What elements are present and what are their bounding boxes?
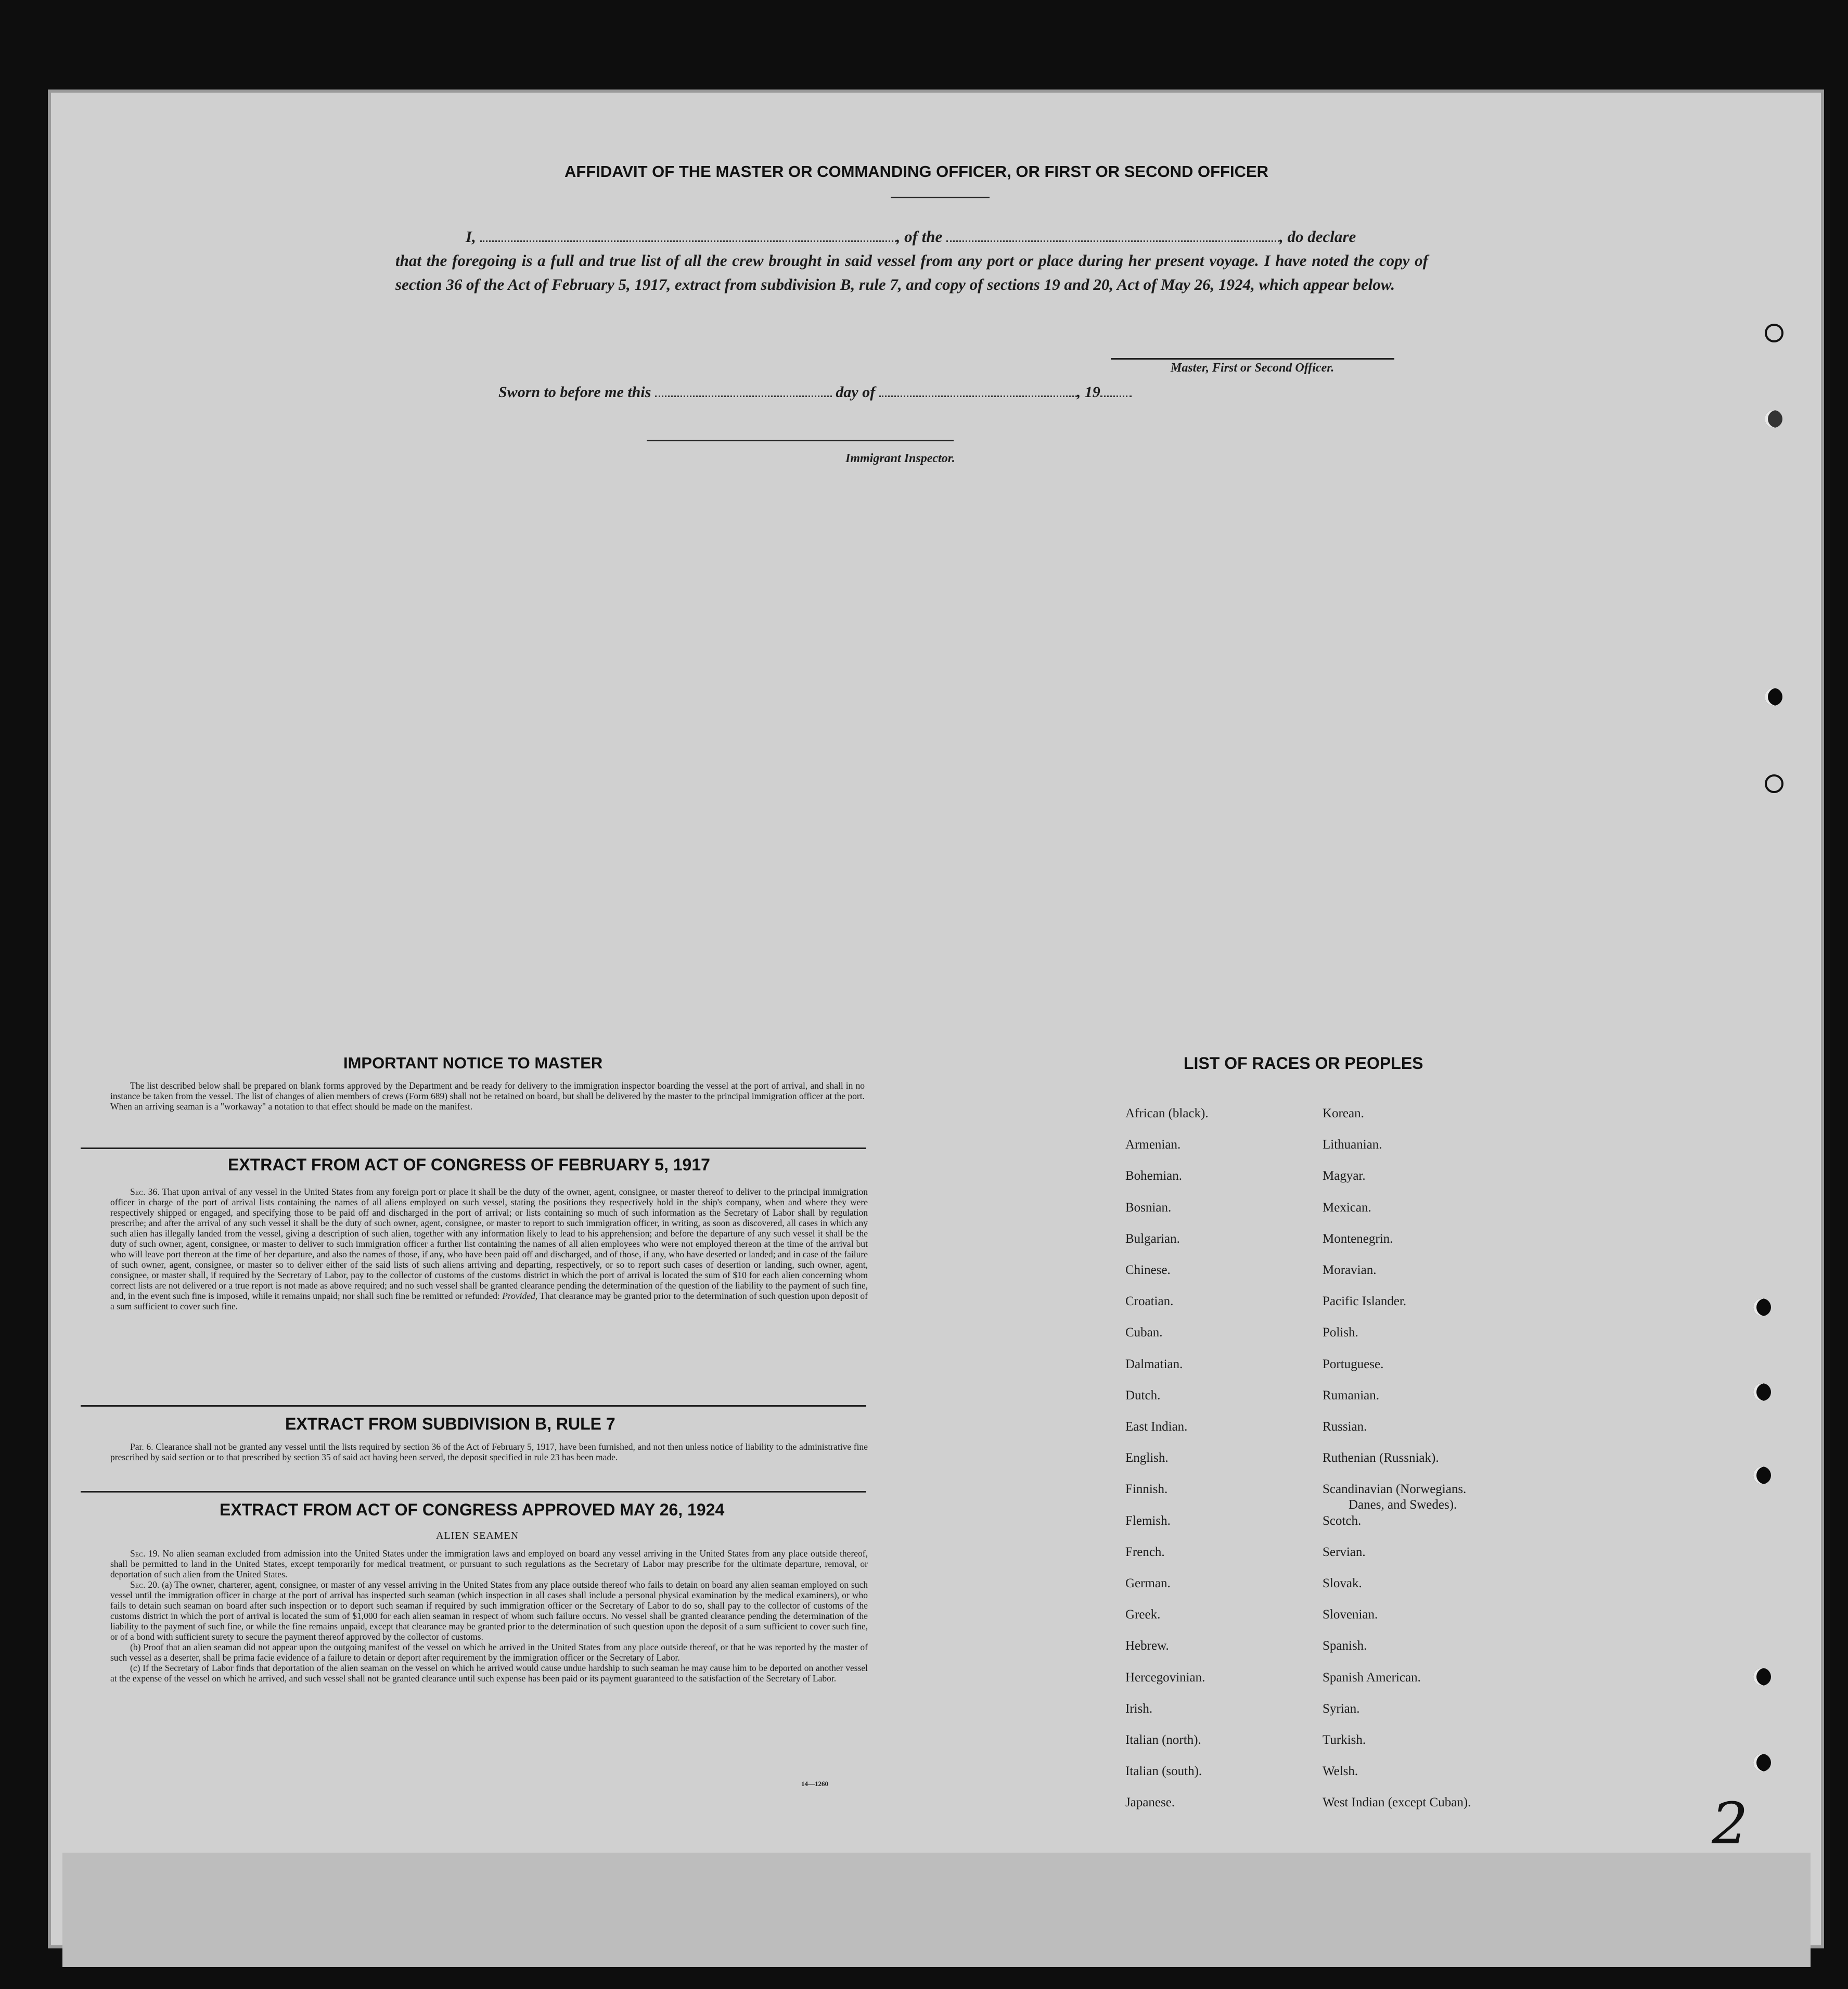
name-blank[interactable] bbox=[480, 229, 896, 242]
race-item: Moravian. bbox=[1323, 1263, 1377, 1278]
binder-hole bbox=[1765, 410, 1782, 428]
races-right-column bbox=[1323, 1098, 1471, 1819]
race-item: Hercegovinian. bbox=[1125, 1670, 1205, 1685]
race-item: Armenian. bbox=[1125, 1138, 1181, 1152]
races-title: LIST OF RACES OR PEOPLES bbox=[1184, 1054, 1423, 1073]
race-item: Hebrew. bbox=[1125, 1639, 1169, 1653]
notice-title: IMPORTANT NOTICE TO MASTER bbox=[343, 1054, 603, 1072]
race-item: Turkish. bbox=[1323, 1733, 1366, 1748]
race-item: Italian (north). bbox=[1125, 1733, 1201, 1748]
race-item: Slovenian. bbox=[1323, 1608, 1378, 1622]
race-item: Bulgarian. bbox=[1125, 1231, 1180, 1246]
race-item: Japanese. bbox=[1125, 1795, 1175, 1810]
race-item: West Indian (except Cuban). bbox=[1323, 1795, 1471, 1810]
race-item: Scotch. bbox=[1323, 1513, 1362, 1528]
master-signature-line[interactable] bbox=[1111, 358, 1394, 360]
rule-7-title: EXTRACT FROM SUBDIVISION B, RULE 7 bbox=[285, 1414, 615, 1433]
affidavit-title: AFFIDAVIT OF THE MASTER OR COMMANDING OFFICER, OR FIRST OR SECOND OFFICER bbox=[564, 162, 1269, 181]
race-item: Finnish. bbox=[1125, 1482, 1168, 1497]
race-item: African (black). bbox=[1125, 1106, 1209, 1120]
race-item: Syrian. bbox=[1323, 1701, 1360, 1716]
race-item: Portuguese. bbox=[1323, 1357, 1384, 1371]
race-item: Ruthenian (Russniak). bbox=[1323, 1451, 1439, 1465]
affidavit-declaration-line: I, , of the , do declare bbox=[466, 227, 1356, 246]
binder-hole bbox=[1753, 1668, 1771, 1686]
race-item: Spanish. bbox=[1323, 1639, 1367, 1653]
binder-hole bbox=[1753, 1383, 1771, 1401]
affidavit-title-rule bbox=[891, 197, 990, 198]
race-item: English. bbox=[1125, 1451, 1169, 1465]
inspector-signature-label: Immigrant Inspector. bbox=[845, 452, 955, 465]
handwritten-page-number: 2 bbox=[1712, 1790, 1748, 1857]
race-item: Mexican. bbox=[1323, 1200, 1371, 1215]
race-item: Welsh. bbox=[1323, 1764, 1358, 1779]
form-number: 14—1260 bbox=[801, 1780, 828, 1788]
sworn-day-blank[interactable] bbox=[655, 384, 832, 397]
race-item: Dutch. bbox=[1125, 1388, 1161, 1402]
binder-hole bbox=[1765, 688, 1782, 706]
divider-1 bbox=[81, 1148, 866, 1149]
race-item: French. bbox=[1125, 1545, 1165, 1559]
binder-hole bbox=[1753, 1467, 1771, 1484]
master-signature-label: Master, First or Second Officer. bbox=[1171, 361, 1334, 375]
act-1917-text: Sec. 36. That upon arrival of any vessel in the United States from any foreign port or place it shall be the duty of the owner, agent, consignee, or master thereof to deliver to the principal immigration officer in charge of the port of arrival lists containing the names of all aliens employed on such vessel, stating the positions they respectively hold in the ship's company, when and where they were respectively shipped or engaged, and specifying those to be paid off and discharged in the port of arrival; or lists containing so much of such information as the Secretary of Labor shall by regulation prescribe; and after the arrival of any such vessel it shall be the duty of such owner, agent, consignee, or master to report to such immigration officer, in writing, as soon as discovered, all cases in which any such alien has illegally landed from the vessel, giving a description of such alien, together with any information likely to lead to his apprehension; and before the departure of any such vessel it shall be the duty of such owner, agent, consignee, or master to deliver to such immigration officer a further list containing the names of all alien employees who were not employed thereon at the time of the arrival but who will leave port thereon at the time of her departure, and also the names of those, if any, who have been paid off and discharged, and of those, if any, who have deserted or landed; and in case of the failure of such owner, agent, consignee, or master so to deliver either of the said lists of such aliens arriving and departing, respectively, or so to report such cases of desertion or landing, such owner, agent, consignee, or master shall, if required by the Secretary of Labor, pay to the collector of customs of the customs district in which the port of arrival is located the sum of $10 for each alien concerning whom correct lists are not delivered or a true report is not made as above required; and no such vessel shall be granted clearance pending the determination of the question of the liability to the payment of such fine, and, in the event such fine is imposed, while it remains unpaid; nor shall such fine be remitted or refunded: Provided, That clearance may be granted prior to the determination of such question upon deposit of a sum sufficient to cover such fine. bbox=[110, 1187, 868, 1311]
binder-hole bbox=[1753, 1754, 1771, 1771]
act-1924-subtitle: ALIEN SEAMEN bbox=[436, 1530, 519, 1541]
sworn-year-blank[interactable] bbox=[1100, 384, 1132, 397]
race-item: Russian. bbox=[1323, 1420, 1367, 1434]
act-1924-title: EXTRACT FROM ACT OF CONGRESS APPROVED MAY 26, 1924 bbox=[220, 1500, 725, 1519]
races-left-column bbox=[1125, 1098, 1209, 1819]
race-item: Greek. bbox=[1125, 1608, 1161, 1622]
rule-7-text: Par. 6. Clearance shall not be granted any vessel until the lists required by section 36 of the Act of February 5, 1917, have been furnished, and not then unless notice of liability to the administrative fine prescribed by said section or to that prescribed by section 35 of said act having been served, the deposit specified in rule 23 has been made. bbox=[110, 1442, 868, 1462]
race-item: Magyar. bbox=[1323, 1169, 1366, 1183]
race-item: German. bbox=[1125, 1576, 1171, 1591]
race-item: Bohemian. bbox=[1125, 1169, 1183, 1183]
race-item-continuation: Danes, and Swedes). bbox=[1349, 1498, 1457, 1512]
binder-hole bbox=[1765, 774, 1783, 793]
race-item: Cuban. bbox=[1125, 1325, 1163, 1340]
act-1917-title: EXTRACT FROM ACT OF CONGRESS OF FEBRUARY 5, 1917 bbox=[228, 1155, 710, 1174]
race-item: Polish. bbox=[1323, 1325, 1358, 1340]
race-item: Italian (south). bbox=[1125, 1764, 1202, 1779]
race-item: Chinese. bbox=[1125, 1263, 1171, 1278]
sworn-month-blank[interactable] bbox=[879, 384, 1077, 397]
divider-3 bbox=[81, 1491, 866, 1493]
race-item: Lithuanian. bbox=[1323, 1138, 1382, 1152]
act-1924-text: Sec. 19. No alien seaman excluded from admission into the United States under the immigration laws and employed on board any vessel arriving in the United States from any place outside thereof, shall be permitted to land in the United States, except temporarily for medical treatment, or pursuant to such regulations as the Secretary of Labor may prescribe for the ultimate departure, removal, or deportation of such alien from the United States. Sec. 20. (a) The owner, charterer, agent, consignee, or master of any vessel arriving in the United States from any place outside thereof who fails to detain on board any alien seaman employed on such vessel until the immigration officer in charge at the port of arrival has inspected such seaman (which inspection in all cases shall include a personal physical examination by the medical examiners), or who fails to detain such seaman on board after such inspection or to deport such seaman if required by such immigration officer or the Secretary of Labor to do so, shall pay to the collector of customs of the customs district in which the port of arrival is located the sum of $1,000 for each alien seaman in respect of whom such failure occurs. No vessel shall be granted clearance pending the determination of the liability to the payment of such fine, or while the fine remains unpaid, except that clearance may be granted prior to the determination of such question upon the deposit of a sum sufficient to cover such fine, or of a bond with sufficient surety to secure the payment thereof approved by the collector of customs. (b) Proof that an alien seaman did not appear upon the outgoing manifest of the vessel on which he arrived in the United States from any place outside thereof, or that he was reported by the master of such vessel as a deserter, shall be prima facie evidence of a failure to detain or deport after requirement by the immigration officer or the Secretary of Labor. (c) If the Secretary of Labor finds that deportation of the alien seaman on the vessel on which he arrived would cause undue hardship to such seaman he may cause him to be deported on another vessel at the expense of the vessel on which he arrived, and such vessel shall not be granted clearance until such expense has been paid or its payment guaranteed to the satisfaction of the Secretary of Labor. bbox=[110, 1548, 868, 1684]
divider-2 bbox=[81, 1405, 866, 1407]
race-item: Slovak. bbox=[1323, 1576, 1362, 1591]
affidavit-body bbox=[395, 225, 1436, 297]
binder-hole bbox=[1753, 1298, 1771, 1316]
race-item: Servian. bbox=[1323, 1545, 1366, 1559]
race-item: Scandinavian (Norwegians. Danes, and Swedes). bbox=[1323, 1474, 1471, 1505]
race-item: Rumanian. bbox=[1323, 1388, 1380, 1402]
notice-text: The list described below shall be prepared on blank forms approved by the Department and be ready for delivery to the immigration inspector boarding the vessel at the port of arrival, and shall in no instance be taken from the vessel. The list of changes of alien members of crews (Form 689) shall not be retained on board, but shall be delivered by the master to the principal immigration officer at the port. When an arriving seaman is a "workaway" a notation to that effect should be made on the manifest. bbox=[110, 1080, 865, 1112]
inspector-signature-line[interactable] bbox=[647, 440, 954, 441]
race-item: Dalmatian. bbox=[1125, 1357, 1183, 1371]
race-item: Bosnian. bbox=[1125, 1200, 1172, 1215]
binder-hole bbox=[1765, 324, 1783, 342]
sworn-line: Sworn to before me this day of , 19 bbox=[498, 384, 1132, 401]
race-item: Korean. bbox=[1323, 1106, 1364, 1120]
underlying-sheet bbox=[62, 1853, 1811, 1967]
race-item: East Indian. bbox=[1125, 1420, 1188, 1434]
vessel-blank[interactable] bbox=[946, 229, 1279, 242]
race-item: Spanish American. bbox=[1323, 1670, 1421, 1685]
race-item: Flemish. bbox=[1125, 1513, 1171, 1528]
race-item: Irish. bbox=[1125, 1701, 1153, 1716]
affidavit-statement: that the foregoing is a full and true list of all the crew brought in said vessel from any port or place during her present voyage. I have noted the copy of section 36 of the Act of February 5, 1917, extract from subdivision B, rule 7, and copy of sections 19 and 20, Act of May 26, 1924, which appear below. bbox=[395, 251, 1428, 294]
race-item: Montenegrin. bbox=[1323, 1231, 1393, 1246]
race-item: Pacific Islander. bbox=[1323, 1294, 1407, 1309]
race-item: Croatian. bbox=[1125, 1294, 1174, 1309]
